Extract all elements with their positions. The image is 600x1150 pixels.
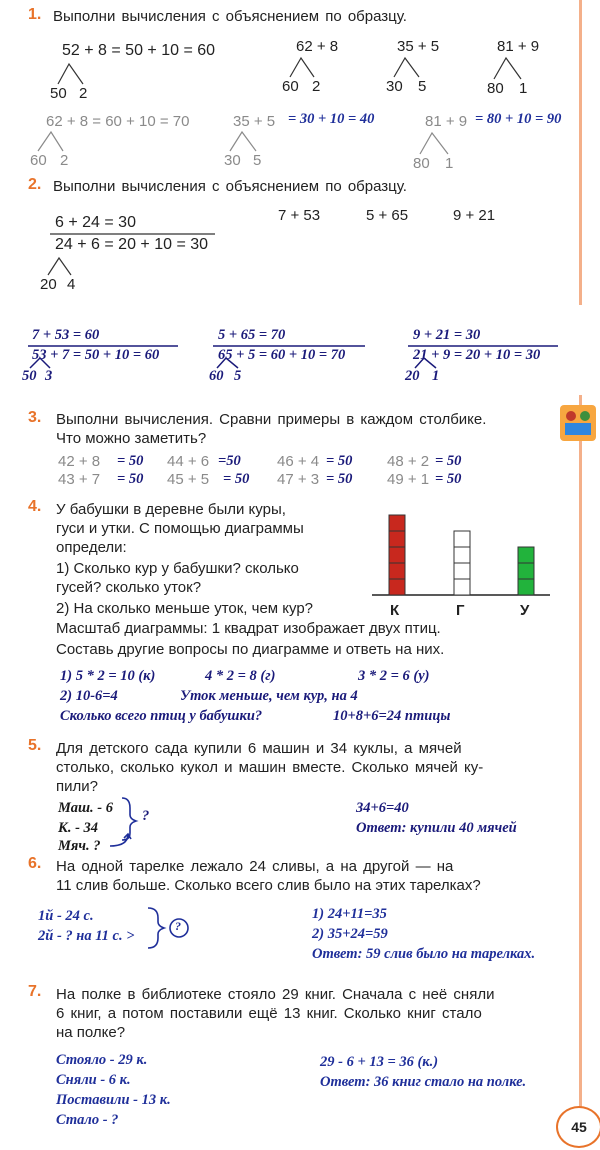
task-2-example-3: 9 + 21: [453, 207, 496, 224]
task-1-answer-3-handwritten: = 80 + 10 = 90: [475, 111, 562, 127]
task-7-short-4: Стало - ?: [56, 1112, 119, 1128]
task-1-answer-2-split-a: 30: [224, 152, 241, 169]
task-1-example-3-split-b: 1: [519, 80, 528, 97]
task-3-row-2-col-3-answer: = 50: [326, 471, 353, 487]
task-5-question-mark: ?: [142, 808, 150, 824]
task-1-answer-1-split-a: 60: [30, 152, 47, 169]
task-2-sample-split-a: 20: [40, 276, 57, 293]
bar-square-Г: [454, 531, 470, 547]
task-1-answer-1: 62 + 8 = 60 + 10 = 70: [46, 113, 190, 130]
task-4-answer-1c: 3 * 2 = 6 (у): [358, 668, 430, 684]
task-3-row-1-col-4: 48 + 2: [387, 453, 430, 470]
task-6-short-2: 2й - ? на 11 с. >: [38, 928, 135, 944]
bar-square-У: [518, 563, 534, 579]
task-5-short-3: Мяч. ?: [58, 838, 101, 854]
task-4-line-6: 2) На сколько меньше уток, чем кур?: [56, 600, 314, 617]
task-2-answer-3-split-b: 1: [432, 368, 440, 384]
chart-label-g: Г: [456, 602, 465, 619]
task-4-line-5: гусей? сколько уток?: [56, 579, 202, 596]
page-number: 45: [556, 1106, 600, 1148]
task-1-answer-3-print: 81 + 9: [425, 113, 468, 130]
task-7-short-2: Сняли - 6 к.: [56, 1072, 131, 1088]
task-3-row-1-col-4-answer: = 50: [435, 453, 462, 469]
task-3-text-line-2: Что можно заметить?: [56, 430, 207, 447]
task-2-answer-1-bottom: 53 + 7 = 50 + 10 = 60: [32, 347, 160, 363]
task-3-row-2-col-3: 47 + 3: [277, 471, 320, 488]
task-5-answer: Ответ: купили 40 мячей: [356, 820, 517, 836]
task-2-sample-bottom: 24 + 6 = 20 + 10 = 30: [55, 236, 209, 253]
task-2-answer-2-top: 5 + 65 = 70: [218, 327, 286, 343]
task-7-answer: Ответ: 36 книг стало на полке.: [320, 1074, 527, 1090]
task-1-answer-2-split-b: 5: [253, 152, 262, 169]
task-7-number: 7.: [28, 983, 42, 1000]
task-3-row-1-col-3-answer: = 50: [326, 453, 353, 469]
task-3-number: 3.: [28, 409, 42, 426]
task-3-row-1-col-2-answer: =50: [218, 453, 241, 469]
task-2-answer-2-split-a: 60: [209, 368, 224, 384]
bar-square-Г: [454, 547, 470, 563]
task-2-sample-split-b: 4: [67, 276, 76, 293]
task-1-number: 1.: [28, 6, 42, 23]
bar-square-К: [389, 515, 405, 531]
task-2-answer-3-bottom: 21 + 9 = 20 + 10 = 30: [413, 347, 541, 363]
task-1-example-2-split-a: 30: [386, 78, 403, 95]
task-4-answer-1b: 4 * 2 = 8 (г): [205, 668, 276, 684]
task-3-row-2-col-4-answer: = 50: [435, 471, 462, 487]
task-4-answer-1a: 1) 5 * 2 = 10 (к): [60, 668, 156, 684]
task-3-row-1-col-1: 42 + 8: [58, 453, 101, 470]
bar-square-Г: [454, 563, 470, 579]
task-4-line-1: У бабушки в деревне были куры,: [56, 501, 286, 518]
task-7-line-1: На полке в библиотеке стояло 29 книг. Сначала с неё сняли: [56, 986, 495, 1003]
task-2-answer-2-bottom: 65 + 5 = 60 + 10 = 70: [218, 347, 346, 363]
task-3-text-line-1: Выполни вычисления. Сравни примеры в каждом столбике.: [56, 411, 487, 428]
task-6-question-mark: ?: [175, 919, 181, 933]
task-3-row-2-col-1-answer: = 50: [117, 471, 144, 487]
task-3-row-1-col-2: 44 + 6: [167, 453, 210, 470]
task-2-number: 2.: [28, 176, 42, 193]
task-7-short-3: Поставили - 13 к.: [56, 1092, 171, 1108]
task-1-example-3: 81 + 9: [497, 38, 540, 55]
task-2-answer-1-split-b: 3: [45, 368, 53, 384]
bar-square-К: [389, 531, 405, 547]
task-1-example-1-split-a: 60: [282, 78, 299, 95]
task-1-text: Выполни вычисления с объяснением по образцу.: [53, 8, 407, 25]
task-3-row-2-col-2-answer: = 50: [223, 471, 250, 487]
task-1-example-1: 62 + 8: [296, 38, 339, 55]
task-4-answer-2b: Уток меньше, чем кур, на 4: [180, 688, 358, 704]
bar-square-К: [389, 563, 405, 579]
task-1-example-2-split-b: 5: [418, 78, 427, 95]
task-6-answer: Ответ: 59 слив было на тарелках.: [312, 946, 536, 962]
task-6-step-1: 1) 24+11=35: [312, 906, 387, 922]
bar-square-У: [518, 547, 534, 563]
bar-square-Г: [454, 579, 470, 595]
task-4-line-4: 1) Сколько кур у бабушки? сколько: [56, 560, 299, 577]
task-3-row-1-col-3: 46 + 4: [277, 453, 320, 470]
task-3-row-1-col-1-answer: = 50: [117, 453, 144, 469]
task-4-number: 4.: [28, 498, 42, 515]
task-1-example-2: 35 + 5: [397, 38, 440, 55]
task-6-line-1: На одной тарелке лежало 24 сливы, а на другой — на: [56, 858, 454, 875]
task-5-line-1: Для детского сада купили 6 машин и 34 куклы, а мячей: [56, 740, 462, 757]
task-6-line-2: 11 слив больше. Сколько всего слив было на этих тарелках?: [56, 877, 481, 894]
task-2-answer-2-split-b: 5: [234, 368, 242, 384]
task-4-answer-3a: Сколько всего птиц у бабушки?: [60, 708, 263, 724]
task-7-line-2: 6 книг, а потом поставили ещё 13 книг. Сколько книг стало: [56, 1005, 482, 1022]
task-1-sample-split-b: 2: [79, 85, 88, 102]
task-4-line-3: определи:: [56, 539, 127, 556]
task-3-row-2-col-1: 43 + 7: [58, 471, 101, 488]
task-5-short-2: К. - 34: [58, 820, 99, 836]
task-2-text: Выполни вычисления с объяснением по образцу.: [53, 178, 407, 195]
bar-square-К: [389, 579, 405, 595]
task-1-sample: 52 + 8 = 50 + 10 = 60: [62, 42, 216, 59]
task-5-number: 5.: [28, 737, 42, 754]
task-6-short-1: 1й - 24 с.: [38, 908, 94, 924]
task-2-answer-3-top: 9 + 21 = 30: [413, 327, 481, 343]
task-5-short-1: Маш. - 6: [58, 800, 113, 816]
task-1-answer-1-split-b: 2: [60, 152, 69, 169]
task-1-answer-2-handwritten: = 30 + 10 = 40: [288, 111, 375, 127]
chart-label-k: К: [390, 602, 400, 619]
bar-square-У: [518, 579, 534, 595]
task-1-answer-3-split-b: 1: [445, 155, 454, 172]
task-3-row-2-col-2: 45 + 5: [167, 471, 210, 488]
task-7-short-1: Стояло - 29 к.: [56, 1052, 148, 1068]
task-5-line-3: пили?: [56, 778, 98, 795]
task-1-example-3-split-a: 80: [487, 80, 504, 97]
task-6-step-2: 2) 35+24=59: [312, 926, 388, 942]
task-5-line-2: столько, сколько кукол и машин вместе. Сколько мячей ку-: [56, 759, 484, 776]
task-1-answer-3-split-a: 80: [413, 155, 430, 172]
task-7-line-3: на полке?: [56, 1024, 126, 1041]
task-1-example-1-split-b: 2: [312, 78, 321, 95]
task-1-sample-split-a: 50: [50, 85, 67, 102]
task-3-row-2-col-4: 49 + 1: [387, 471, 430, 488]
task-4-line-2: гуси и утки. С помощью диаграммы: [56, 520, 304, 537]
task-4-answer-3b: 10+8+6=24 птицы: [333, 708, 451, 724]
task-2-example-2: 5 + 65: [366, 207, 409, 224]
task-7-solution: 29 - 6 + 13 = 36 (к.): [320, 1054, 439, 1070]
task-2-answer-1-top: 7 + 53 = 60: [32, 327, 100, 343]
task-4-answer-2a: 2) 10-6=4: [60, 688, 118, 704]
task-1-answer-2-print: 35 + 5: [233, 113, 276, 130]
bar-square-К: [389, 547, 405, 563]
task-5-solution: 34+6=40: [356, 800, 409, 816]
task-6-number: 6.: [28, 855, 42, 872]
task-2-sample-top: 6 + 24 = 30: [55, 214, 136, 231]
chart-label-u: У: [520, 602, 530, 619]
task-4-compose: Составь другие вопросы по диаграмме и ответь на них.: [56, 641, 445, 658]
task-2-answer-3-split-a: 20: [405, 368, 420, 384]
task-4-scale: Масштаб диаграммы: 1 квадрат изображает двух птиц.: [56, 620, 441, 637]
task-2-answer-1-split-a: 50: [22, 368, 37, 384]
task-2-example-1: 7 + 53: [278, 207, 321, 224]
